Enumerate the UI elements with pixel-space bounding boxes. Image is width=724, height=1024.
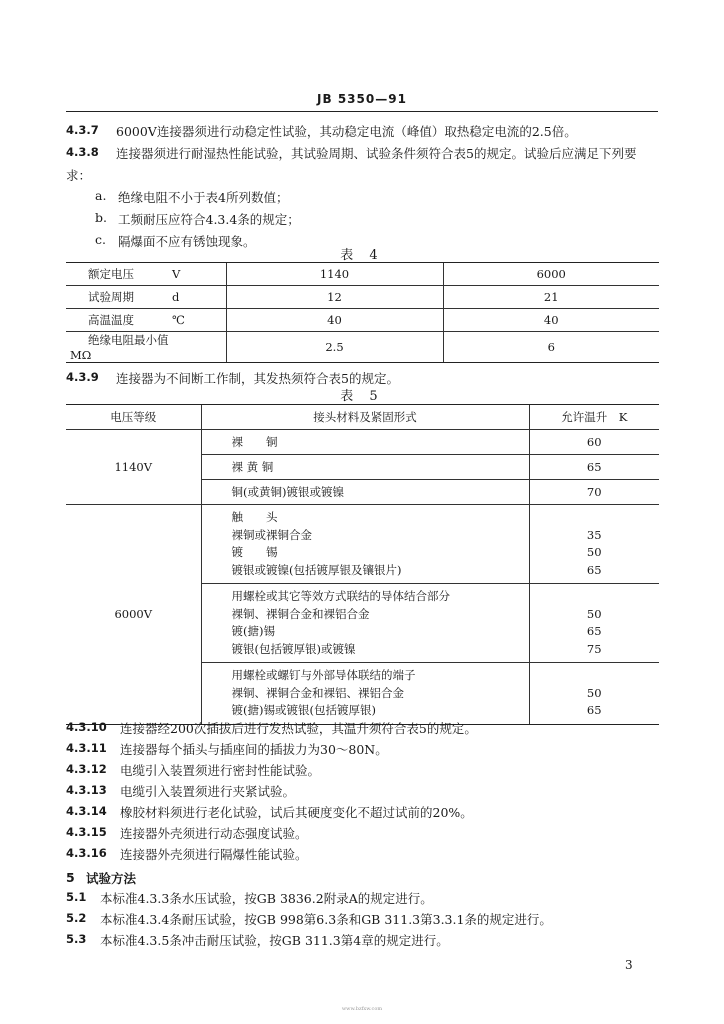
row-label: 绝缘电阻最小值 (88, 333, 169, 347)
table-row (66, 309, 659, 332)
doc-header: JB 5350—91 (317, 92, 407, 106)
value-line (530, 509, 660, 527)
value-line: 50 (586, 606, 602, 621)
list-item: 绝缘电阻不小于表4所列数值； (118, 190, 289, 205)
value-line: 65 (586, 703, 602, 717)
material-line: 镀 锡 (231, 545, 278, 559)
list-marker: b. (95, 210, 107, 225)
clause-text: 连接器外壳须进行动态强度试验。 (120, 826, 308, 841)
clause-text-continued: 求： (66, 168, 92, 183)
value-line (530, 667, 660, 685)
table-cell: 6000 (443, 263, 659, 286)
value-line: 75 (586, 641, 602, 656)
table-cell: 裸 黄 铜 (201, 455, 529, 480)
material-line: 用螺栓或其它等效方式联结的导体结合部分 (231, 589, 450, 603)
voltage-cell: 1140V (66, 430, 201, 505)
header-cell: 允许温升 K (529, 405, 659, 430)
table-cell: 1140 (226, 263, 443, 286)
value-line: 50 (586, 685, 602, 700)
table-cell: 40 (226, 309, 443, 332)
clause-number: 4.3.9 (66, 370, 99, 384)
table5-caption: 表 5 (340, 389, 384, 404)
table-row (66, 505, 659, 584)
list-marker: a. (95, 188, 107, 203)
clause-text: 电缆引入装置须进行夹紧试验。 (120, 784, 296, 799)
table5 (66, 404, 659, 725)
value-line: 65 (586, 624, 602, 638)
material-line: 触 头 (231, 510, 278, 524)
row-unit: ℃ (172, 313, 185, 327)
clause-number: 4.3.11 (66, 741, 107, 755)
table-row (66, 430, 659, 455)
row-unit: d (172, 290, 180, 304)
table-cell: 6 (443, 332, 659, 363)
header-cell: 电压等级 (66, 405, 201, 430)
value-line: 50 (586, 545, 602, 559)
row-unit: MΩ (70, 348, 92, 362)
clause-number: 5.3 (66, 932, 87, 946)
clause-number: 4.3.16 (66, 846, 107, 860)
section-number: 5 (66, 870, 75, 885)
material-line: 裸铜、裸铜合金和裸铝合金 (231, 606, 370, 621)
table-row (66, 263, 659, 286)
table-row (66, 332, 659, 363)
clause-number: 4.3.10 (66, 720, 107, 734)
material-line: 镀银(包括镀厚银)或镀镍 (231, 641, 356, 656)
table-cell: 21 (443, 286, 659, 309)
footer-watermark: www.bzfxw.com (341, 1006, 383, 1012)
material-line: 用螺栓或螺钉与外部导体联结的端子 (231, 668, 416, 682)
clause-number: 4.3.15 (66, 825, 107, 839)
clause-text: 连接器外壳须进行隔爆性能试验。 (120, 847, 308, 862)
table-cell (529, 505, 659, 584)
clause-text: 连接器须进行耐湿热性能试验，其试验周期、试验条件须符合表5的规定。试验后应满足下列要 (116, 146, 637, 161)
clause-number: 5.2 (66, 911, 87, 925)
table-cell: 裸 铜 (201, 430, 529, 455)
table-cell: 铜(或黄铜)镀银或镀镍 (201, 480, 529, 505)
value-line: 35 (586, 527, 602, 542)
table-cell (201, 584, 529, 663)
table4-caption: 表 4 (340, 248, 384, 263)
clause-text: 连接器经200次插拔后进行发热试验，其温升须符合表5的规定。 (120, 721, 477, 736)
list-item: 隔爆面不应有锈蚀现象。 (118, 234, 256, 249)
clause-number: 4.3.8 (66, 145, 99, 159)
header-cell: 接头材料及紧固形式 (201, 405, 529, 430)
clause-text: 本标准4.3.3条水压试验，按GB 3836.2附录A的规定进行。 (100, 891, 433, 906)
row-unit: V (172, 267, 181, 281)
list-marker: c. (95, 232, 106, 247)
table-header-row (66, 405, 659, 430)
material-line: 裸铜、裸铜合金和裸铝、裸铝合金 (231, 685, 404, 700)
table-cell: 40 (443, 309, 659, 332)
clause-text: 橡胶材料须进行老化试验，试后其硬度变化不超过试前的20%。 (120, 805, 473, 820)
clause-text: 连接器每个插头与插座间的插拔力为30～80N。 (120, 742, 388, 757)
list-item: 工频耐压应符合4.3.4条的规定； (118, 212, 300, 227)
material-line: 镀银或镀镍(包括镀厚银及镶银片) (231, 562, 402, 577)
clause-text: 本标准4.3.4条耐压试验，按GB 998第6.3条和GB 311.3第3.3.1条的规定进行。 (100, 912, 552, 927)
clause-text: 连接器为不间断工作制，其发热须符合表5的规定。 (116, 371, 399, 386)
header-rule (66, 111, 658, 112)
table-cell: 65 (529, 455, 659, 480)
table4 (66, 262, 659, 363)
row-label: 试验周期 (88, 290, 134, 304)
clause-text: 本标准4.3.5条冲击耐压试验，按GB 311.3第4章的规定进行。 (100, 933, 449, 948)
material-line: 镀(搪)锡 (231, 624, 275, 638)
clause-number: 4.3.12 (66, 762, 107, 776)
table-cell (201, 505, 529, 584)
clause-number: 4.3.7 (66, 123, 99, 137)
row-label: 额定电压 (88, 267, 134, 281)
section-title: 试验方法 (86, 871, 137, 886)
material-line: 裸铜或裸铜合金 (231, 527, 312, 542)
value-line (530, 588, 660, 606)
table-cell: 70 (529, 480, 659, 505)
clause-text: 6000V连接器须进行动稳定性试验，其动稳定电流（峰值）取热稳定电流的2.5倍。 (116, 124, 577, 139)
table-cell: 60 (529, 430, 659, 455)
clause-number: 5.1 (66, 890, 87, 904)
table-cell (201, 663, 529, 725)
clause-number: 4.3.13 (66, 783, 107, 797)
voltage-cell: 6000V (66, 505, 201, 725)
row-label: 高温温度 (88, 313, 134, 327)
clause-number: 4.3.14 (66, 804, 107, 818)
table-cell: 2.5 (226, 332, 443, 363)
table-cell (529, 663, 659, 725)
table-row (66, 286, 659, 309)
value-line: 65 (586, 562, 602, 577)
table-cell: 12 (226, 286, 443, 309)
material-line: 镀(搪)锡或镀银(包括镀厚银) (231, 703, 376, 717)
page-number: 3 (625, 958, 633, 972)
table-cell (529, 584, 659, 663)
clause-text: 电缆引入装置须进行密封性能试验。 (120, 763, 321, 778)
